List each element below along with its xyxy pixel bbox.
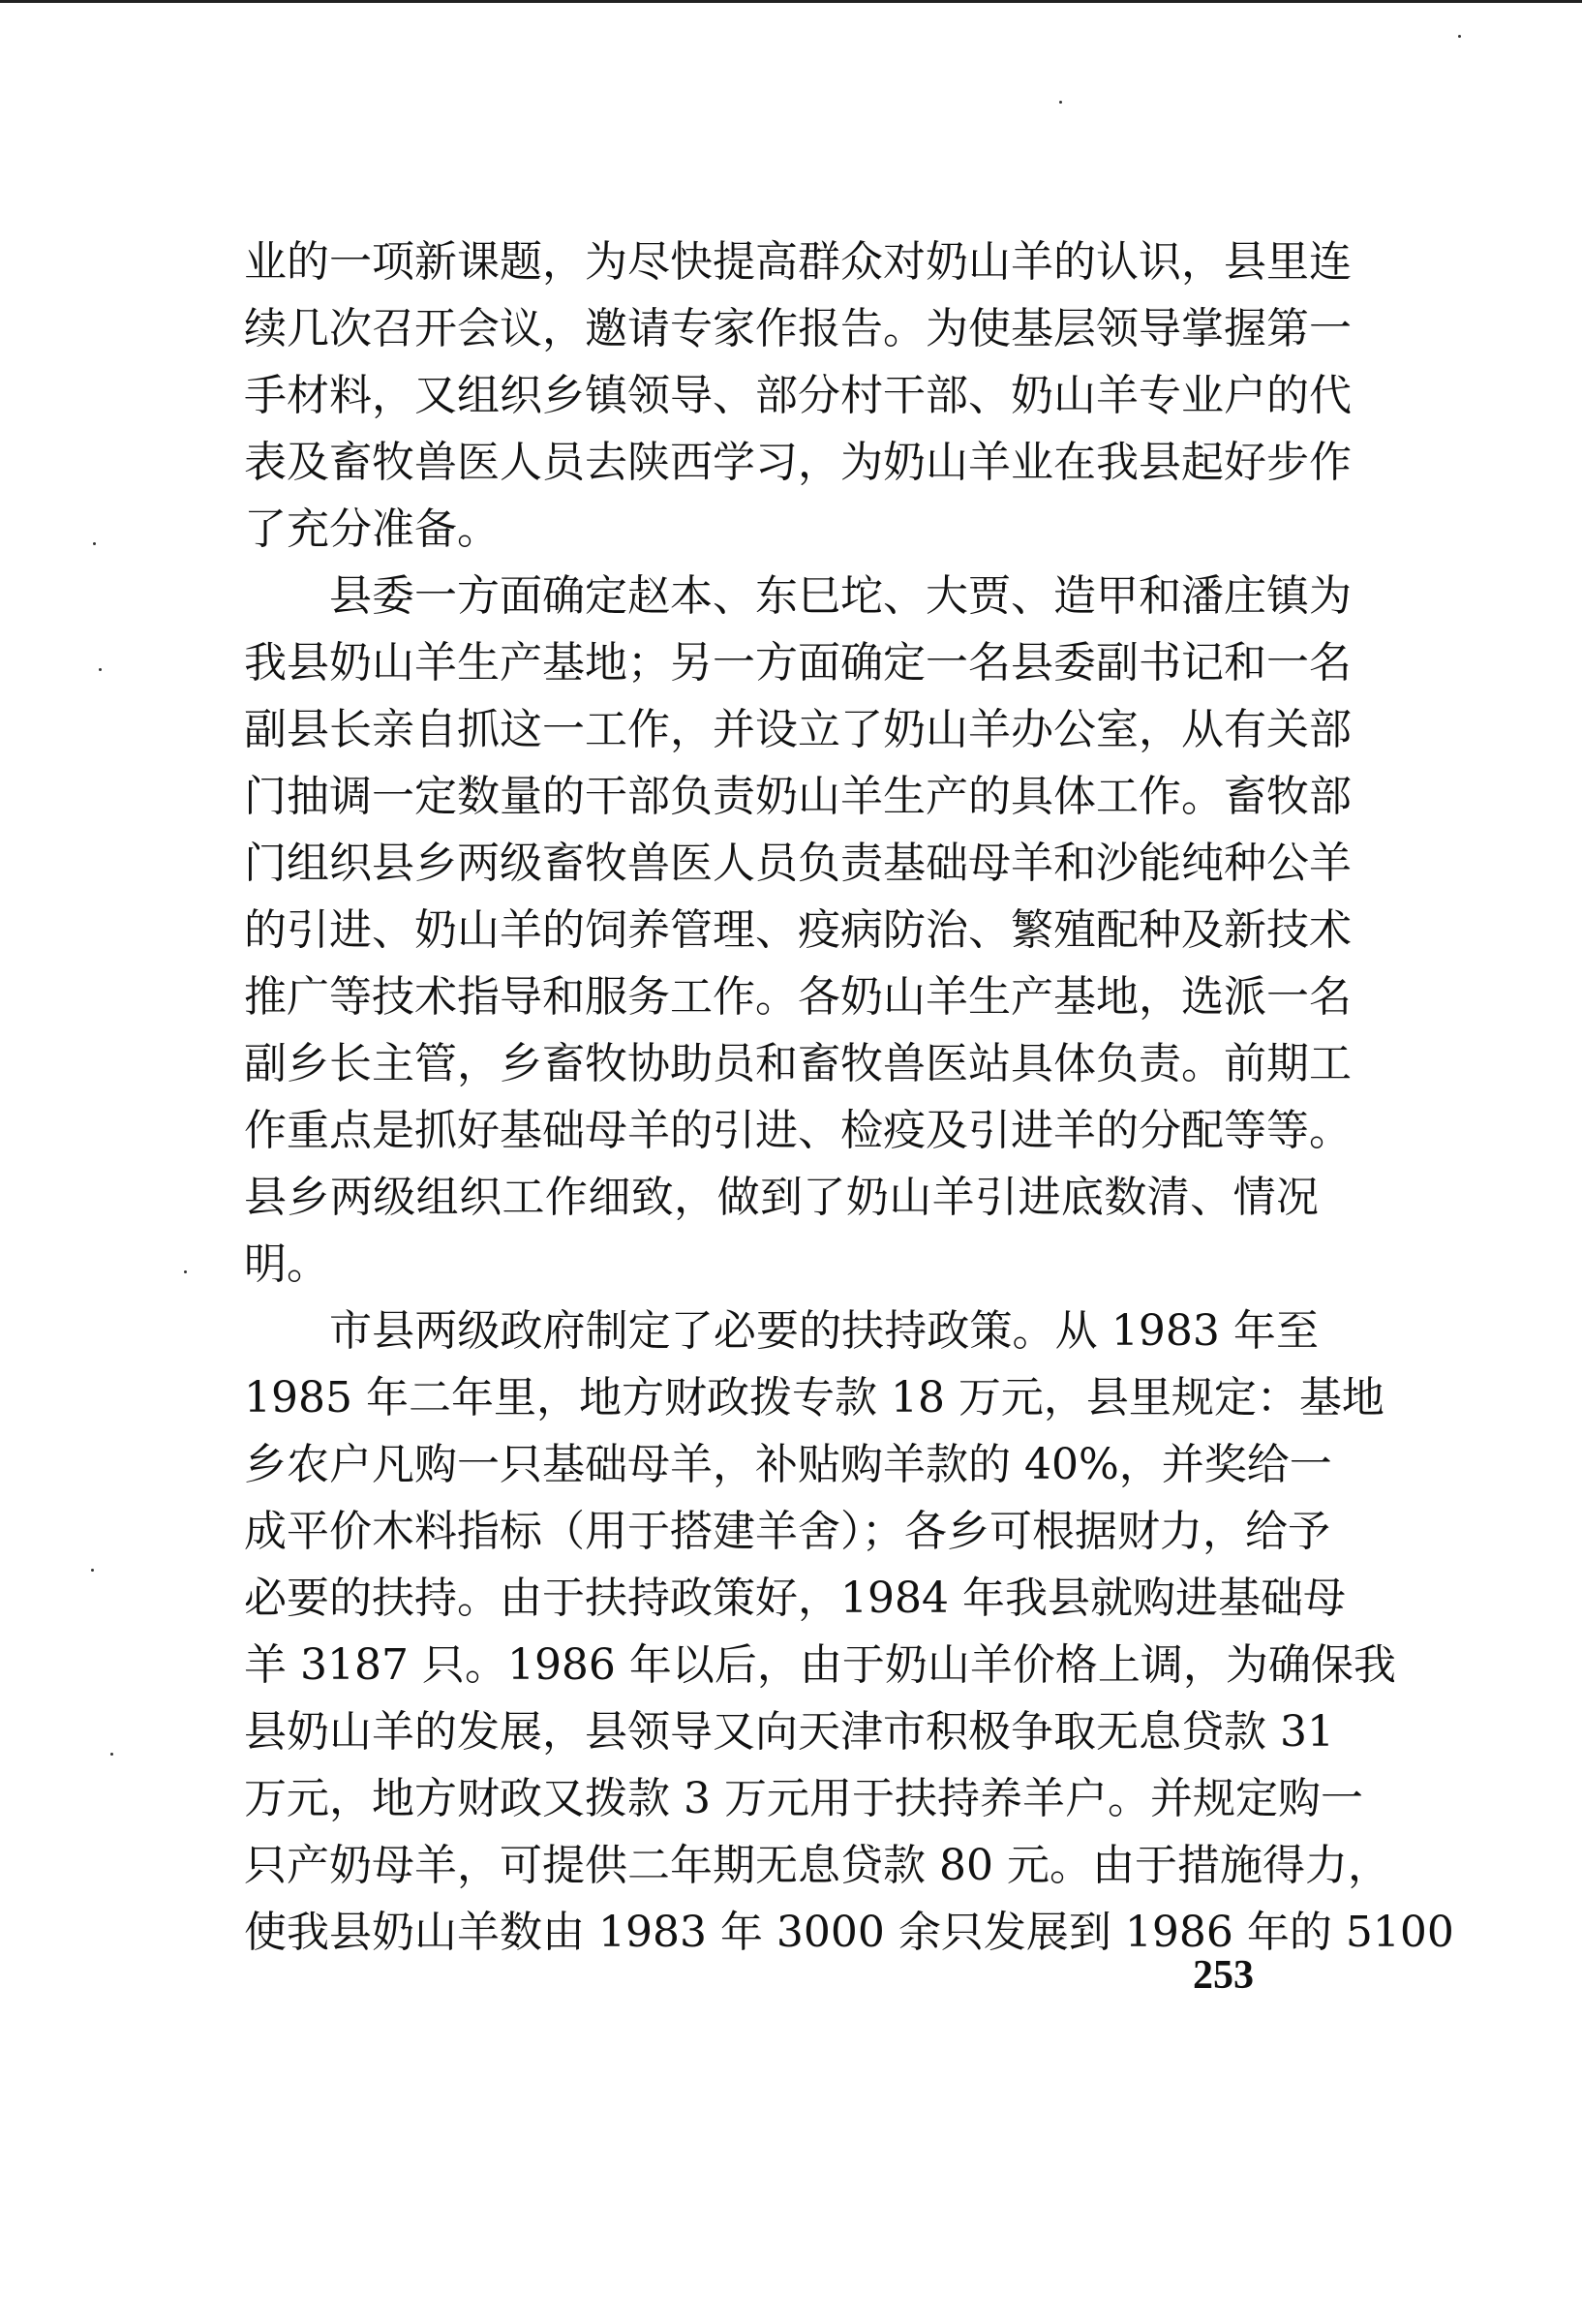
text-line: 续几次召开会议，邀请专家作报告。为使基层领导掌握第一 (244, 304, 1352, 353)
text-line: 推广等技术指导和服务工作。各奶山羊生产基地，选派一名 (244, 972, 1352, 1022)
scan-speck (184, 1270, 187, 1273)
scan-speck (99, 668, 102, 671)
text-line: 明。 (244, 1239, 329, 1289)
scan-speck (1458, 35, 1461, 38)
text-line: 门组织县乡两级畜牧兽医人员负责基础母羊和沙能纯种公羊 (244, 839, 1352, 888)
scan-speck (110, 1753, 113, 1756)
scan-speck (1059, 101, 1062, 104)
text-line: 作重点是抓好基础母羊的引进、检疫及引进羊的分配等等。 (244, 1106, 1352, 1155)
body-text (244, 229, 1454, 1966)
text-line: 乡农户凡购一只基础母羊，补贴购羊款的 40%，并奖给一 (244, 1440, 1332, 1489)
text-line: 手材料，又组织乡镇领导、部分村干部、奶山羊专业户的代 (244, 371, 1352, 420)
text-line: 我县奶山羊生产基地；另一方面确定一名县委副书记和一名 (244, 638, 1352, 688)
text-line: 万元，地方财政又拨款 3 万元用于扶持养羊户。并规定购一 (244, 1774, 1363, 1823)
text-line: 业的一项新课题，为尽快提高群众对奶山羊的认识，县里连 (244, 237, 1352, 287)
text-line: 羊 3187 只。1986 年以后，由于奶山羊价格上调，为确保我 (244, 1640, 1396, 1690)
text-line: 市县两级政府制定了必要的扶持政策。从 1983 年至 (329, 1306, 1319, 1356)
text-line: 县委一方面确定赵本、东巳坨、大贾、造甲和潘庄镇为 (329, 571, 1352, 621)
page-top-edge (0, 0, 1582, 3)
scan-speck (93, 542, 96, 545)
text-line: 门抽调一定数量的干部负责奶山羊生产的具体工作。畜牧部 (244, 772, 1352, 821)
scan-speck (91, 1569, 94, 1572)
text-line: 成平价木料指标（用于搭建羊舍）；各乡可根据财力，给予 (244, 1507, 1330, 1556)
text-line: 表及畜牧兽医人员去陕西学习，为奶山羊业在我县起好步作 (244, 438, 1352, 487)
page-number: 253 (1193, 1953, 1254, 1998)
text-line: 的引进、奶山羊的饲养管理、疫病防治、繁殖配种及新技术 (244, 905, 1352, 955)
text-line: 副县长亲自抓这一工作，并设立了奶山羊办公室，从有关部 (244, 705, 1352, 754)
text-line: 副乡长主管，乡畜牧协助员和畜牧兽医站具体负责。前期工 (244, 1039, 1352, 1088)
text-line: 只产奶母羊，可提供二年期无息贷款 80 元。由于措施得力， (244, 1841, 1390, 1890)
text-line: 必要的扶持。由于扶持政策好，1984 年我县就购进基础母 (244, 1574, 1346, 1623)
text-line: 县奶山羊的发展，县领导又向天津市积极争取无息贷款 31 (244, 1707, 1334, 1757)
text-line: 县乡两级组织工作细致，做到了奶山羊引进底数清、情况 (244, 1173, 1319, 1222)
text-line: 使我县奶山羊数由 1983 年 3000 余只发展到 1986 年的 5100 (244, 1908, 1454, 1957)
text-line: 1985 年二年里，地方财政拨专款 18 万元，县里规定：基地 (244, 1373, 1384, 1422)
text-line: 了充分准备。 (244, 505, 500, 554)
